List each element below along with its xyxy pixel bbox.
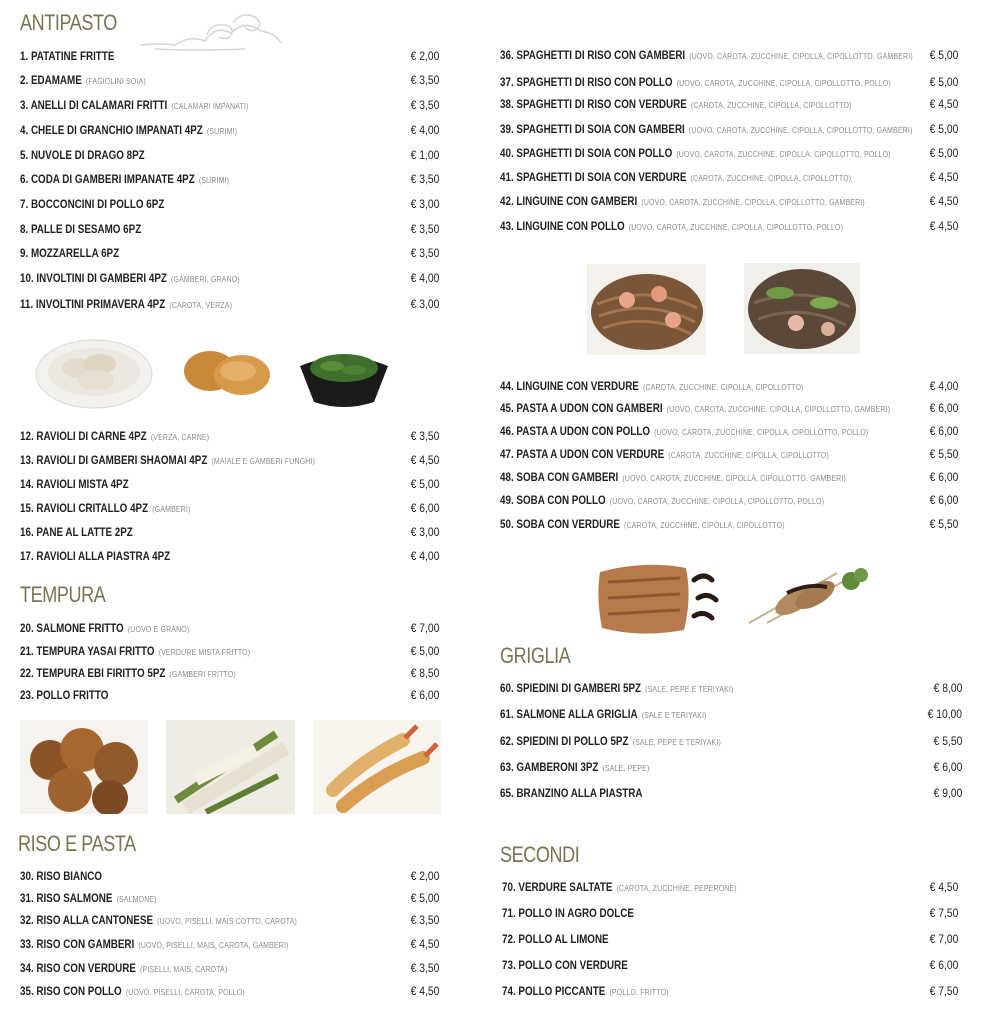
menu-item-13-ravioli-di-gamberi-shaomai-4pz [20, 453, 380, 471]
menu-item-name: 74. POLLO PICCANTE (POLLO, FRITTO) [502, 984, 669, 998]
menu-item-ingredients: (VERDURE MISTA FRITTO) [158, 647, 251, 657]
menu-item-price: € 6,00 [410, 688, 439, 702]
menu-item-71-pollo-in-agro-dolce [502, 906, 668, 924]
menu-item-price: € 6,00 [929, 470, 958, 484]
menu-item-37-spaghetti-di-riso-con-pollo [500, 75, 977, 93]
menu-item-ingredients: (UOVO, CAROTA, ZUCCHINE, CIPOLLA, CIPOLLOTTO, GAMBERI) [688, 125, 913, 135]
menu-item-ingredients: (UOVO, CAROTA, ZUCCHINE, CIPOLLA, CIPOLLOTTO, POLLO) [654, 427, 869, 437]
menu-item-name: 30. RISO BIANCO [20, 869, 103, 883]
menu-item-name: 72. POLLO AL LIMONE [502, 932, 609, 946]
menu-item-name: 38. SPAGHETTI DI RISO CON VERDURE (CAROTA, ZUCCHINE, CIPOLLA, CIPOLLOTTO) [500, 97, 852, 111]
menu-item-name: 6. CODA DI GAMBERI IMPANATE 4PZ (SURIMI) [20, 172, 230, 186]
menu-item-45-pasta-a-udon-con-gamberi [500, 401, 976, 419]
menu-item-74-pollo-piccante [502, 984, 705, 1002]
section-title-riso-e-pasta: RISO E PASTA [18, 831, 136, 856]
menu-item-21-tempura-yasai-fritto [20, 644, 301, 662]
menu-item-ingredients: (UOVO, CAROTA, ZUCCHINE, CIPOLLA, CIPOLLOTTO, GAMBERI) [641, 197, 865, 207]
menu-item-ingredients: (UOVO, CAROTA, ZUCCHINE, CIPOLLA, CIPOLLOTTO, POLLO) [676, 149, 891, 159]
menu-item-name: 60. SPIEDINI DI GAMBERI 5PZ (SALE, PEPE E TERIYAKI) [500, 681, 734, 695]
menu-item-name: 33. RISO CON GAMBERI (UOVO, PISELLI, MAIS, CAROTA, GAMBERI) [20, 937, 289, 951]
menu-item-price: € 4,00 [929, 379, 958, 393]
menu-item-price: € 5,50 [929, 517, 958, 531]
menu-item-ingredients: (UOVO, CAROTA, ZUCCHINE, CIPOLLA, CIPOLLOTTO, GAMBERI) [689, 51, 913, 61]
menu-item-16-pane-al-latte-2pz [20, 525, 163, 543]
menu-item-34-riso-con-verdure [20, 961, 273, 979]
menu-item-38-spaghetti-di-riso-con-verdure [500, 97, 929, 115]
menu-item-63-gamberoni-3pz [500, 760, 682, 778]
menu-item-price: € 10,00 [927, 707, 962, 721]
menu-item-name: 41. SPAGHETTI DI SOIA CON VERDURE (CAROTA, ZUCCHINE, CIPOLLA, CIPOLLOTTO) [500, 170, 852, 184]
menu-item-ingredients: (SURIMI) [206, 126, 238, 136]
menu-item-name: 70. VERDURE SALTATE (CAROTA, ZUCCHINE, PEPERONE) [502, 880, 737, 894]
menu-item-ingredients: (UOVO, CAROTA, ZUCCHINE, CIPOLLA, CIPOLLOTTO, POLLO) [628, 222, 844, 232]
menu-item-price: € 5,00 [929, 75, 958, 89]
menu-item-3-anelli-di-calamari-fritti [20, 98, 299, 116]
menu-item-name: 40. SPAGHETTI DI SOIA CON POLLO (UOVO, CAROTA, ZUCCHINE, CIPOLLA, CIPOLLOTTO, POLLO) [500, 146, 891, 160]
menu-item-name: 5. NUVOLE DI DRAGO 8PZ [20, 148, 145, 162]
menu-item-price: € 4,50 [929, 170, 958, 184]
menu-item-ingredients: (VERZA, CARNE) [150, 432, 210, 442]
menu-item-price: € 6,00 [933, 760, 962, 774]
menu-item-46-pasta-a-udon-con-pollo [500, 424, 949, 442]
menu-item-ingredients: (CAROTA, ZUCCHINE, CIPOLLA, CIPOLLOTTO) [690, 173, 852, 183]
menu-item-price: € 2,00 [410, 869, 439, 883]
shrimp-noodles-photo [587, 264, 706, 355]
menu-item-price: € 4,00 [410, 549, 439, 563]
menu-item-name: 4. CHELE DI GRANCHIO IMPANATI 4PZ (SURIMI) [20, 123, 238, 137]
menu-item-72-pollo-al-limone [502, 932, 637, 950]
shrimp-tempura-photo [313, 720, 441, 814]
menu-item-32-riso-alla-cantonese [20, 913, 358, 931]
menu-item-name: 3. ANELLI DI CALAMARI FRITTI (CALAMARI IMPANATI) [20, 98, 249, 112]
menu-item-name: 12. RAVIOLI DI CARNE 4PZ (VERZA, CARNE) [20, 429, 210, 443]
vegetable-tempura-photo [166, 720, 295, 814]
dumplings-photo [34, 330, 154, 412]
menu-item-2-edamame [20, 73, 173, 91]
menu-item-name: 37. SPAGHETTI DI RISO CON POLLO (UOVO, CAROTA, ZUCCHINE, CIPOLLA, CIPOLLOTTO, POLLO) [500, 75, 891, 89]
menu-item-name: 10. INVOLTINI DI GAMBERI 4PZ (GAMBERI, GRANO) [20, 271, 240, 285]
menu-item-ingredients: (POLLO, FRITTO) [609, 987, 669, 997]
menu-item-name: 9. MOZZARELLA 6PZ [20, 246, 120, 260]
menu-item-60-spiedini-di-gamberi-5pz [500, 681, 785, 699]
menu-item-62-spiedini-di-pollo-5pz [500, 734, 769, 752]
menu-item-name: 34. RISO CON VERDURE (PISELLI, MAIS, CAROTA) [20, 961, 228, 975]
menu-item-price: € 3,50 [410, 429, 439, 443]
menu-item-name: 44. LINGUINE CON VERDURE (CAROTA, ZUCCHINE, CIPOLLA, CIPOLLOTTO) [500, 379, 804, 393]
menu-item-name: 35. RISO CON POLLO (UOVO, PISELLI, CAROTA, POLLO) [20, 984, 245, 998]
menu-item-20-salmone-fritto [20, 621, 227, 639]
menu-item-name: 36. SPAGHETTI DI RISO CON GAMBERI (UOVO, CAROTA, ZUCCHINE, CIPOLLA, CIPOLLOTTO, GAMBERI) [500, 48, 913, 62]
menu-item-ingredients: (CAROTA, ZUCCHINE, CIPOLLA, CIPOLLOTTO) [690, 100, 852, 110]
menu-item-ingredients: (CAROTA, ZUCCHINE, CIPOLLA, CIPOLLOTTO) [624, 520, 785, 530]
edamame-bowl-photo [296, 338, 392, 410]
menu-item-price: € 3,50 [410, 73, 439, 87]
grilled-salmon-photo [594, 558, 730, 638]
menu-item-price: € 4,50 [410, 453, 439, 467]
menu-item-price: € 4,50 [929, 194, 958, 208]
menu-item-price: € 7,50 [929, 906, 958, 920]
menu-item-name: 49. SOBA CON POLLO (UOVO, CAROTA, ZUCCHINE, CIPOLLA, CIPOLLOTTO, POLLO) [500, 493, 825, 507]
menu-item-49-soba-con-pollo [500, 493, 895, 511]
menu-item-50-soba-con-verdure [500, 517, 847, 535]
menu-item-name: 50. SOBA CON VERDURE (CAROTA, ZUCCHINE, CIPOLLA, CIPOLLOTTO) [500, 517, 785, 531]
menu-item-36-spaghetti-di-riso-con-gamberi [500, 48, 989, 66]
menu-item-price: € 5,00 [929, 48, 958, 62]
menu-item-ingredients: (SALMONE) [116, 894, 157, 904]
menu-item-ingredients: (UOVO E GRANO) [127, 624, 190, 634]
menu-item-47-pasta-a-udon-con-verdure [500, 447, 901, 465]
menu-item-ingredients: (UOVO, PISELLI, MAIS, CAROTA, GAMBERI) [138, 940, 289, 950]
menu-item-name: 45. PASTA A UDON CON GAMBERI (UOVO, CAROTA, ZUCCHINE, CIPOLLA, CIPOLLOTTO, GAMBERI) [500, 401, 891, 415]
menu-item-6-coda-di-gamberi-impanate-4pz [20, 172, 275, 190]
menu-item-name: 15. RAVIOLI CRITALLO 4PZ (GAMBERI) [20, 501, 191, 515]
menu-item-name: 48. SOBA CON GAMBERI (UOVO, CAROTA, ZUCCHINE, CIPOLLA, CIPOLLOTTO, GAMBERI) [500, 470, 846, 484]
menu-item-44-linguine-con-verdure [500, 379, 870, 397]
menu-item-42-linguine-con-gamberi [500, 194, 945, 212]
menu-item-price: € 7,00 [410, 621, 439, 635]
menu-item-name: 43. LINGUINE CON POLLO (UOVO, CAROTA, ZUCCHINE, CIPOLLA, CIPOLLOTTO, POLLO) [500, 219, 844, 233]
menu-item-65-branzino-alla-piastra [500, 786, 679, 804]
section-title-tempura: TEMPURA [20, 582, 106, 607]
menu-item-30-riso-bianco [20, 869, 125, 887]
menu-item-12-ravioli-di-carne-4pz [20, 429, 251, 447]
menu-item-price: € 6,00 [929, 493, 958, 507]
menu-item-price: € 3,50 [410, 961, 439, 975]
menu-item-name: 8. PALLE DI SESAMO 6PZ [20, 222, 142, 236]
menu-item-ingredients: (GAMBERI) [152, 504, 191, 514]
menu-item-price: € 5,00 [410, 891, 439, 905]
menu-item-name: 63. GAMBERONI 3PZ (SALE, PEPE) [500, 760, 650, 774]
menu-item-price: € 3,50 [410, 913, 439, 927]
menu-item-10-involtini-di-gamberi-4pz [20, 271, 288, 289]
menu-item-5-nuvole-di-drago-8pz [20, 148, 177, 166]
menu-item-price: € 3,00 [410, 525, 439, 539]
menu-item-name: 32. RISO ALLA CANTONESE (UOVO, PISELLI, MAIS COTTO, CAROTA) [20, 913, 298, 927]
menu-item-price: € 3,50 [410, 222, 439, 236]
menu-item-price: € 5,50 [929, 447, 958, 461]
menu-item-name: 20. SALMONE FRITTO (UOVO E GRANO) [20, 621, 190, 635]
menu-item-ingredients: (GAMBERI FRITTO) [169, 669, 236, 679]
soba-noodles-photo [744, 263, 860, 354]
menu-item-1-patatine-fritte [20, 49, 140, 67]
menu-item-33-riso-con-gamberi [20, 937, 348, 955]
menu-item-31-riso-salmone [20, 891, 187, 909]
menu-item-price: € 9,00 [933, 786, 962, 800]
menu-item-name: 21. TEMPURA YASAI FRITTO (VERDURE MISTA FRITTO) [20, 644, 251, 658]
menu-item-price: € 4,50 [929, 97, 958, 111]
menu-item-price: € 4,00 [410, 271, 439, 285]
menu-item-ingredients: (UOVO, CAROTA, ZUCCHINE, CIPOLLA, CIPOLLOTTO, POLLO) [676, 78, 891, 88]
menu-item-35-riso-con-pollo [20, 984, 294, 1002]
menu-item-name: 31. RISO SALMONE (SALMONE) [20, 891, 157, 905]
menu-item-name: 46. PASTA A UDON CON POLLO (UOVO, CAROTA, ZUCCHINE, CIPOLLA, CIPOLLOTTO, POLLO) [500, 424, 869, 438]
menu-item-name: 47. PASTA A UDON CON VERDURE (CAROTA, ZUCCHINE, CIPOLLA, CIPOLLOTTO) [500, 447, 829, 461]
menu-item-price: € 4,50 [410, 984, 439, 998]
menu-item-name: 39. SPAGHETTI DI SOIA CON GAMBERI (UOVO, CAROTA, ZUCCHINE, CIPOLLA, CIPOLLOTTO, GAMBERI) [500, 122, 913, 136]
menu-item-price: € 4,50 [410, 937, 439, 951]
menu-item-name: 62. SPIEDINI DI POLLO 5PZ (SALE, PEPE E TERIYAKI) [500, 734, 721, 748]
menu-item-ingredients: (CAROTA, ZUCCHINE, CIPOLLA, CIPOLLOTTO) [642, 382, 804, 392]
menu-item-name: 11. INVOLTINI PRIMAVERA 4PZ (CAROTA, VERZA) [20, 297, 233, 311]
menu-item-ingredients: (CAROTA, ZUCCHINE, CIPOLLA, CIPOLLOTTO) [668, 450, 829, 460]
menu-item-name: 23. POLLO FRITTO [20, 688, 109, 702]
menu-item-price: € 5,00 [929, 122, 958, 136]
menu-item-price: € 6,00 [929, 424, 958, 438]
menu-item-41-spaghetti-di-soia-con-verdure [500, 170, 928, 188]
menu-item-name: 73. POLLO CON VERDURE [502, 958, 628, 972]
menu-item-price: € 5,00 [929, 146, 958, 160]
menu-item-price: € 8,50 [410, 666, 439, 680]
menu-item-ingredients: (CALAMARI IMPANATI) [171, 101, 249, 111]
menu-item-name: 61. SALMONE ALLA GRIGLIA (SALE E TERIYAKI) [500, 707, 707, 721]
menu-item-61-salmone-alla-griglia [500, 707, 752, 725]
menu-item-price: € 3,00 [410, 297, 439, 311]
menu-item-40-spaghetti-di-soia-con-pollo [500, 146, 976, 164]
menu-item-price: € 5,00 [410, 477, 439, 491]
menu-item-7-bocconcini-di-pollo-6pz [20, 197, 201, 215]
menu-item-name: 42. LINGUINE CON GAMBERI (UOVO, CAROTA, ZUCCHINE, CIPOLLA, CIPOLLOTTO, GAMBERI) [500, 194, 865, 208]
menu-item-price: € 7,50 [929, 984, 958, 998]
menu-item-ingredients: (UOVO, PISELLI, CAROTA, POLLO) [125, 987, 245, 997]
menu-item-ingredients: (PISELLI, MAIS, CAROTA) [140, 964, 228, 974]
menu-item-name: 13. RAVIOLI DI GAMBERI SHAOMAI 4PZ (MAIALE E GAMBERI FUNGHI) [20, 453, 316, 467]
menu-item-price: € 4,00 [410, 123, 439, 137]
section-title-antipasto: ANTIPASTO [20, 10, 117, 35]
menu-item-price: € 7,00 [929, 932, 958, 946]
menu-item-name: 16. PANE AL LATTE 2PZ [20, 525, 133, 539]
cloud-ornament-icon [135, 5, 285, 55]
menu-item-48-soba-con-gamberi [500, 470, 922, 488]
menu-item-price: € 3,50 [410, 172, 439, 186]
menu-item-ingredients: (FAGIOLINI SOIA) [85, 76, 146, 86]
menu-item-price: € 3,50 [410, 98, 439, 112]
menu-item-ingredients: (GAMBERI, GRANO) [170, 274, 240, 284]
fried-chicken-photo [20, 720, 148, 814]
menu-item-price: € 8,00 [933, 681, 962, 695]
menu-item-43-linguine-con-pollo [500, 219, 918, 237]
section-title-griglia: GRIGLIA [500, 643, 571, 668]
fried-croquettes-photo [178, 345, 278, 400]
menu-item-name: 14. RAVIOLI MISTA 4PZ [20, 477, 129, 491]
menu-item-ingredients: (SURIMI) [198, 175, 230, 185]
menu-item-ingredients: (CAROTA, VERZA) [169, 300, 233, 310]
menu-item-name: 1. PATATINE FRITTE [20, 49, 115, 63]
menu-item-price: € 2,00 [410, 49, 439, 63]
section-title-secondi: SECONDI [500, 842, 580, 867]
menu-item-name: 71. POLLO IN AGRO DOLCE [502, 906, 634, 920]
menu-item-price: € 4,50 [929, 880, 958, 894]
menu-item-14-ravioli-mista-4pz [20, 477, 157, 495]
menu-item-price: € 3,00 [410, 197, 439, 211]
menu-item-price: € 4,50 [929, 219, 958, 233]
menu-item-9-mozzarella-6pz [20, 246, 146, 264]
menu-item-price: € 6,00 [929, 958, 958, 972]
menu-item-price: € 3,50 [410, 246, 439, 260]
menu-item-price: € 1,00 [410, 148, 439, 162]
menu-item-ingredients: (CAROTA, ZUCCHINE, PEPERONE) [616, 883, 737, 893]
menu-item-name: 65. BRANZINO ALLA PIASTRA [500, 786, 643, 800]
menu-item-73-pollo-con-verdure [502, 958, 660, 976]
menu-item-ingredients: (MAIALE E GAMBERI FUNGHI) [211, 456, 316, 466]
menu-item-4-chele-di-granchio-impanati-4pz [20, 123, 285, 141]
skewers-photo [747, 563, 873, 628]
menu-item-8-palle-di-sesamo-6pz [20, 222, 173, 240]
menu-item-price: € 6,00 [410, 501, 439, 515]
menu-item-ingredients: (UOVO, CAROTA, ZUCCHINE, CIPOLLA, CIPOLLOTTO, GAMBERI) [666, 404, 891, 414]
menu-item-17-ravioli-alla-piastra-4pz [20, 549, 208, 567]
menu-item-ingredients: (UOVO, CAROTA, ZUCCHINE, CIPOLLA, CIPOLLOTTO, GAMBERI) [622, 473, 846, 483]
menu-item-70-verdure-saltate [502, 880, 788, 898]
menu-item-name: 17. RAVIOLI ALLA PIASTRA 4PZ [20, 549, 171, 563]
menu-item-name: 7. BOCCONCINI DI POLLO 6PZ [20, 197, 165, 211]
menu-item-ingredients: (UOVO, CAROTA, ZUCCHINE, CIPOLLA, CIPOLLOTTO, POLLO) [609, 496, 825, 506]
menu-item-23-pollo-fritto [20, 688, 133, 706]
menu-item-ingredients: (SALE, PEPE) [602, 763, 650, 773]
menu-item-name: 2. EDAMAME (FAGIOLINI SOIA) [20, 73, 146, 87]
menu-item-price: € 5,00 [410, 644, 439, 658]
menu-item-price: € 5,50 [933, 734, 962, 748]
menu-item-15-ravioli-critallo-4pz [20, 501, 228, 519]
menu-item-price: € 6,00 [929, 401, 958, 415]
menu-item-ingredients: (SALE, PEPE E TERIYAKI) [645, 684, 734, 694]
menu-item-22-tempura-ebi-firitto-5pz [20, 666, 283, 684]
menu-item-ingredients: (SALE E TERIYAKI) [641, 710, 707, 720]
menu-item-ingredients: (SALE, PEPE E TERIYAKI) [632, 737, 721, 747]
menu-item-39-spaghetti-di-soia-con-gamberi [500, 122, 989, 140]
menu-item-ingredients: (UOVO, PISELLI, MAIS COTTO, CAROTA) [157, 916, 298, 926]
menu-item-11-involtini-primavera-4pz [20, 297, 279, 315]
menu-item-name: 22. TEMPURA EBI FIRITTO 5PZ (GAMBERI FRITTO) [20, 666, 236, 680]
